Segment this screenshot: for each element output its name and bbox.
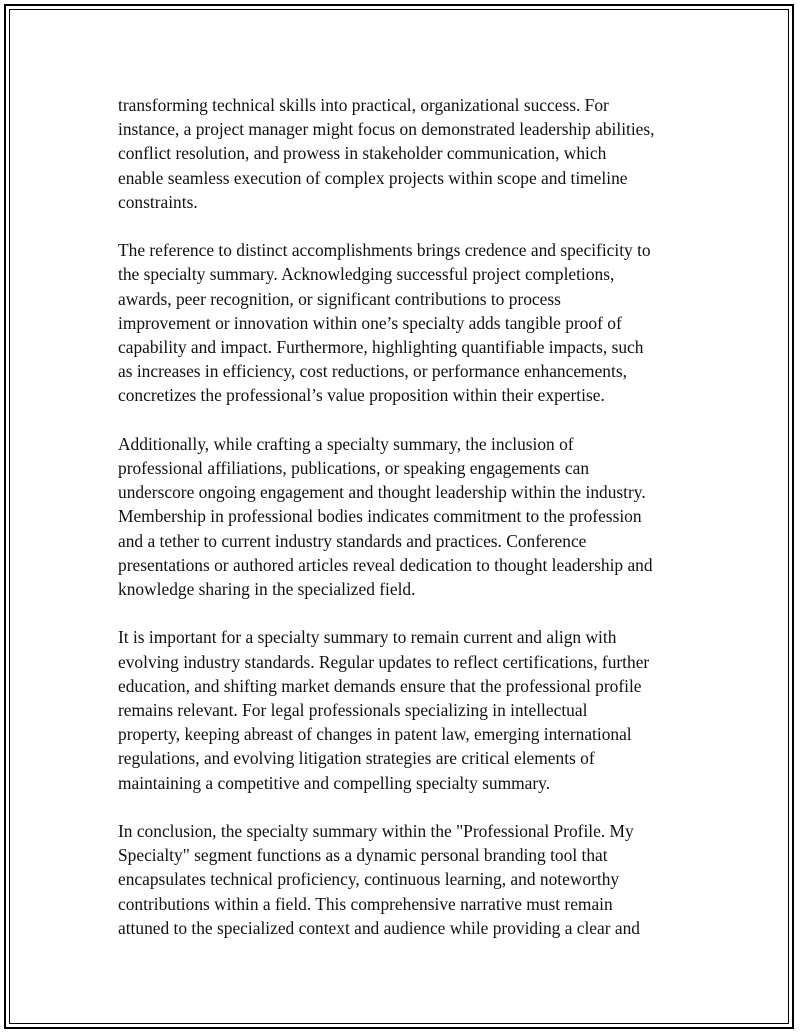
text-line: presentations or authored articles reveal dedication to thought leadership and (118, 554, 653, 575)
text-line: education, and shifting market demands ensure that the professional profile (118, 675, 642, 696)
text-line: maintaining a competitive and compelling specialty summary. (118, 772, 551, 793)
text-line: regulations, and evolving litigation strategies are critical elements of (118, 748, 595, 769)
text-line: The reference to distinct accomplishments brings credence and specificity to (118, 240, 651, 261)
text-line: professional affiliations, publications, or speaking engagements can (118, 458, 590, 479)
text-line: Membership in professional bodies indicates commitment to the profession (118, 506, 642, 527)
text-line: concretizes the professional’s value proposition within their expertise. (118, 385, 605, 406)
text-line: knowledge sharing in the specialized field. (118, 579, 416, 600)
document-body (118, 93, 698, 964)
text-line: capability and impact. Furthermore, highlighting quantifiable impacts, such (118, 337, 644, 358)
text-line: underscore ongoing engagement and thought leadership within the industry. (118, 482, 646, 503)
text-line: as increases in efficiency, cost reductions, or performance enhancements, (118, 361, 627, 382)
text-line: instance, a project manager might focus on demonstrated leadership abilities, (118, 119, 655, 140)
text-line: encapsulates technical proficiency, continuous learning, and noteworthy (118, 869, 620, 890)
text-line: enable seamless execution of complex projects within scope and timeline (118, 167, 628, 188)
text-line: Specialty" segment functions as a dynamic personal branding tool that (118, 845, 608, 866)
text-line: property, keeping abreast of changes in patent law, emerging international (118, 724, 632, 745)
text-line: remains relevant. For legal professionals specializing in intellectual (118, 700, 588, 721)
text-line: awards, peer recognition, or significant contributions to process (118, 288, 561, 309)
paragraph-4 (118, 625, 698, 794)
text-line: contributions within a field. This comprehensive narrative must remain (118, 893, 613, 914)
paragraph-5 (118, 819, 698, 940)
text-line: improvement or innovation within one’s specialty adds tangible proof of (118, 312, 622, 333)
text-line: conflict resolution, and prowess in stakeholder communication, which (118, 143, 607, 164)
text-line: the specialty summary. Acknowledging successful project completions, (118, 264, 615, 285)
text-line: Additionally, while crafting a specialty summary, the inclusion of (118, 433, 574, 454)
text-line: and a tether to current industry standards and practices. Conference (118, 530, 587, 551)
paragraph-1 (118, 93, 698, 214)
text-line: transforming technical skills into practical, organizational success. For (118, 95, 609, 115)
text-line: In conclusion, the specialty summary within the "Professional Profile. My (118, 821, 634, 842)
paragraph-2 (118, 238, 698, 407)
text-line: evolving industry standards. Regular updates to reflect certifications, further (118, 651, 650, 672)
text-line: constraints. (118, 191, 198, 212)
text-line: It is important for a specialty summary to remain current and align with (118, 627, 617, 648)
text-line: attuned to the specialized context and audience while providing a clear and (118, 917, 640, 938)
paragraph-3 (118, 432, 698, 601)
